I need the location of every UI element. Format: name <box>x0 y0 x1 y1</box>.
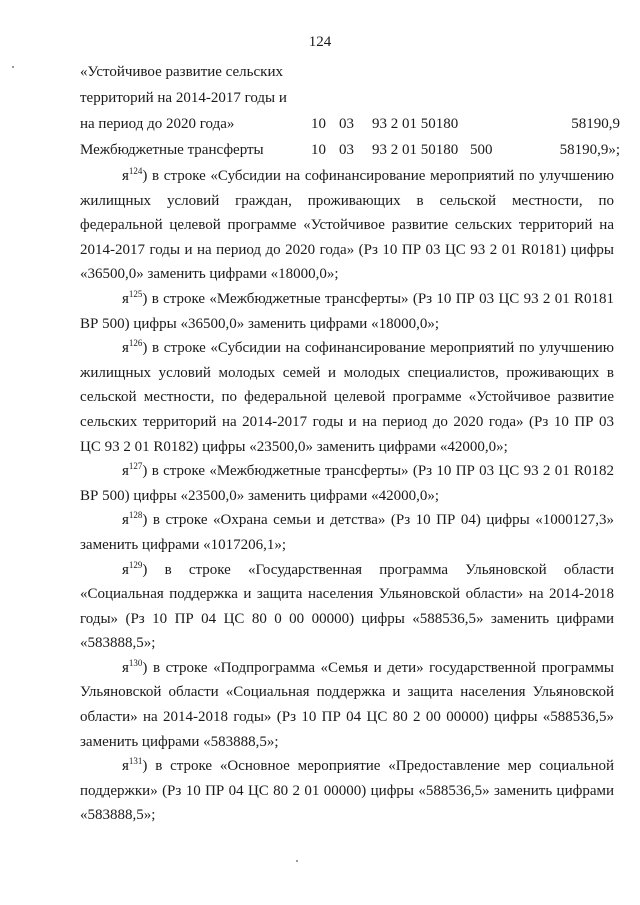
amendment-item <box>80 754 614 828</box>
cell-sum: 58190,9 <box>571 116 620 132</box>
amendment-item <box>80 508 614 557</box>
item-number: 128 <box>128 510 143 521</box>
cell-name: «Устойчивое развитие сельских <box>80 64 283 80</box>
amendment-item <box>80 287 614 336</box>
item-text: ) в строке «Межбюджетные трансферты» (Рз 10 ПР 03 ЦС 93 2 01 R0182 ВР 500) цифры «23500,0» заменить цифрами «42000,0»; <box>80 463 614 504</box>
item-text: ) в строке «Субсидии на софинансирование мероприятий по улучшению жилищных условий граждан, проживающих в сельской местности, по федеральной целевой программе «Устойчивое развитие сельских территорий на 2014-2017 годы и на период до 2020 года» (Рз 10 ПР 03 ЦС 93 2 01 R0181) цифры «36500,0» заменить цифрами «18000,0»; <box>80 168 614 283</box>
item-number: 129 <box>128 559 143 570</box>
amendment-item <box>80 336 614 459</box>
item-letter: я <box>122 463 129 480</box>
table-row <box>80 59 620 85</box>
budget-table <box>80 59 620 163</box>
cell-sum: 58190,9»; <box>559 142 620 158</box>
item-number: 131 <box>128 756 143 767</box>
item-text: ) в строке «Подпрограмма «Семья и дети» государственной программы Ульяновской области «Социальная поддержка и защита населения Ульяновской области» на 2014-2018 годы» (Рз 10 ПР 04 ЦС 80 2 00 00000) цифры «588536,5» заменить цифрами «583888,5»; <box>80 659 614 750</box>
amendments-list <box>80 164 614 828</box>
item-text: ) в строке «Государственная программа Ульяновской области «Социальная поддержка и защита населения Ульяновской области» на 2014-2018 годы» (Рз 10 ПР 04 ЦС 80 0 00 00000) цифры «588536,5» заменить цифрами «583888,5»; <box>80 561 614 652</box>
cell-cs: 93 2 01 50180 <box>372 116 459 132</box>
item-number: 130 <box>128 657 143 668</box>
scan-speck <box>296 860 298 862</box>
item-number: 124 <box>128 166 143 176</box>
item-number: 126 <box>128 338 143 349</box>
amendment-item <box>80 656 614 754</box>
page-number: 124 <box>308 34 332 50</box>
amendment-item <box>80 459 614 508</box>
item-text: ) в строке «Субсидии на софинансирование мероприятий по улучшению жилищных условий молодых семей и молодых специалистов, проживающих в сельской местности, по федеральной целевой программе «Устойчивое развитие сельских территорий на 2014-2017 годы и на период до 2020 года» (Рз 10 ПР 03 ЦС 93 2 01 R0182) цифры «23500,0» заменить цифрами «42000,0»; <box>80 340 614 455</box>
table-row <box>80 137 620 163</box>
scan-speck <box>12 66 14 68</box>
cell-name: Межбюджетные трансферты <box>80 142 264 158</box>
item-text: ) в строке «Охрана семьи и детства» (Рз 10 ПР 04) цифры «1000127,3» заменить цифрами «1017206,1»; <box>80 512 614 553</box>
item-number: 127 <box>128 461 143 472</box>
item-letter: я <box>122 168 129 184</box>
cell-name: на период до 2020 года» <box>80 116 235 132</box>
cell-pr: 03 <box>339 116 354 132</box>
item-number: 125 <box>128 288 143 299</box>
cell-vr: 500 <box>470 142 493 158</box>
cell-name: территорий на 2014-2017 годы и <box>80 90 287 106</box>
item-text: ) в строке «Основное мероприятие «Предоставление мер социальной поддержки» (Рз 10 ПР 04 ЦС 80 2 01 00000) цифры «588536,5» заменить цифрами «583888,5»; <box>80 758 614 824</box>
table-row <box>80 111 620 137</box>
item-letter: я <box>122 290 129 307</box>
item-letter: я <box>122 512 129 529</box>
cell-cs: 93 2 01 50180 <box>372 142 459 158</box>
cell-rz: 10 <box>311 116 326 132</box>
amendment-item <box>80 164 614 287</box>
table-row <box>80 85 620 111</box>
cell-rz: 10 <box>311 142 326 158</box>
item-letter: я <box>122 340 129 357</box>
amendment-item <box>80 558 614 656</box>
item-letter: я <box>122 561 129 578</box>
cell-pr: 03 <box>339 142 354 158</box>
item-letter: я <box>122 758 129 775</box>
item-letter: я <box>122 659 129 676</box>
item-text: ) в строке «Межбюджетные трансферты» (Рз 10 ПР 03 ЦС 93 2 01 R0181 ВР 500) цифры «36500,0» заменить цифрами «18000,0»; <box>80 290 614 332</box>
